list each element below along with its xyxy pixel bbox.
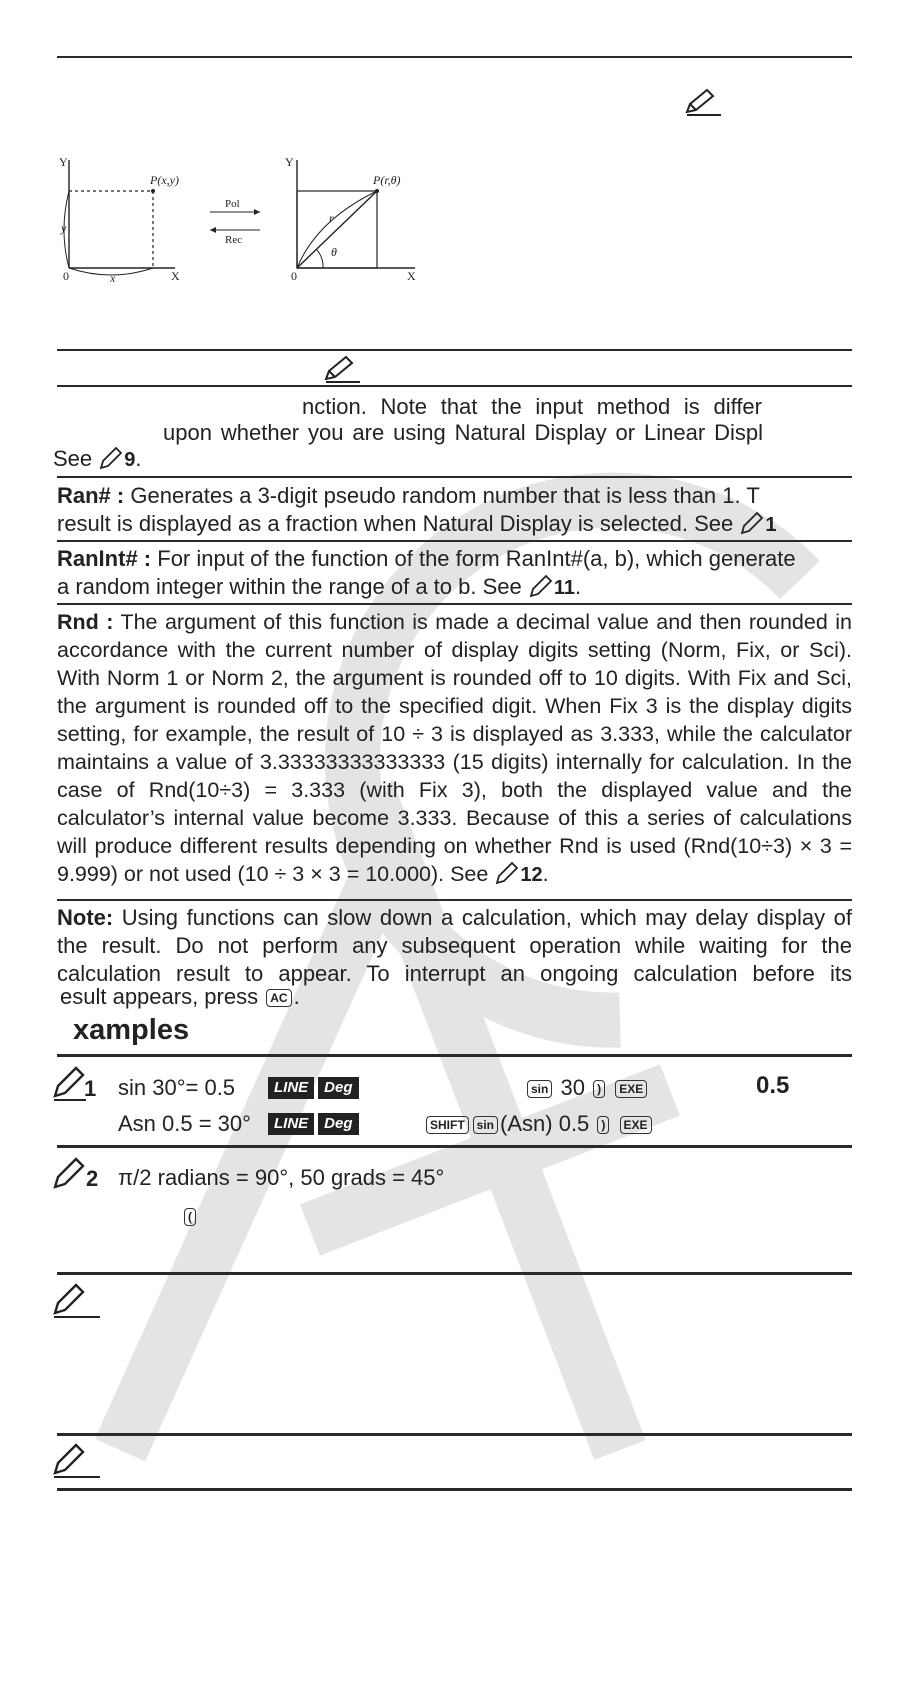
right-r-label: r: [329, 211, 334, 225]
example-2-number: 2: [86, 1166, 99, 1191]
pencil-icon: [52, 1066, 86, 1102]
partial-line-3: See 9.: [53, 446, 142, 471]
pencil-icon: [98, 446, 124, 472]
pencil-icon: [494, 861, 520, 887]
pencil-icon: [683, 88, 723, 118]
left-x-axis-label: X: [171, 269, 180, 283]
right-origin-label: 0: [291, 269, 297, 283]
section-rule: [57, 476, 852, 478]
rec-arrow-label: Rec: [225, 234, 243, 246]
left-point-label: P(x,y): [150, 173, 179, 187]
shift-key-icon: SHIFT: [426, 1116, 469, 1134]
ranint-paragraph: RanInt# : For input of the function of the form RanInt#(a, b), which generate a random integer within the range of a to b. See 11.: [57, 546, 796, 599]
right-point-label: P(r,θ): [373, 173, 401, 187]
section-rule: [57, 540, 852, 542]
right-x-axis-label: X: [407, 269, 416, 283]
ran-paragraph: Ran# : Generates a 3-digit pseudo random number that is less than 1. T result is displayed as a fraction when Natural Display is selected. See 1: [57, 483, 777, 536]
example-1-row-1-modes: [268, 1077, 363, 1099]
ac-key-icon: AC: [266, 989, 291, 1007]
rnd-paragraph: Rnd : The argument of this function is made a decimal value and then rounded in accordance with the current number of display digits setting (Norm, Fix, or Sci). With Norm 1 or Norm 2, the argument is rounded off to 10 digits. With Fix and Sci, the argument is rounded off to the specified digit. When Fix 3 is the display digits setting, for example, the result of 10 ÷ 3 is displayed as 3.333, while the calculator maintains a value of 3.33333333333333 (15 digits) internally for calculation. In the case of Rnd(10÷3) = 3.333 (with Fix 3), both the displayed value and the calculator’s internal value become 3.333. Because of this a series of calculations will produce different results depending on whether Rnd is used (Rnd(10÷3) × 3 = 9.999) or not used (10 ÷ 3 × 3 = 10.000). See 12.: [57, 610, 852, 886]
top-rule: [57, 56, 852, 58]
deg-mode-badge: Deg: [318, 1077, 358, 1099]
example-rule: [57, 1272, 852, 1275]
pencil-icon: [739, 511, 765, 537]
example-1-row-2-modes: [268, 1113, 363, 1135]
sin-key-icon: sin: [527, 1080, 552, 1098]
example-rule: [57, 1145, 852, 1148]
pencil-icon: [528, 574, 554, 600]
left-y-axis-label: Y: [59, 155, 68, 169]
open-paren-key-icon: (: [184, 1208, 196, 1226]
line-mode-badge: LINE: [268, 1113, 314, 1135]
example-1-result: 0.5: [756, 1072, 790, 1099]
bottom-rule: [57, 1488, 852, 1491]
close-paren-key-icon: ): [593, 1080, 605, 1098]
coordinate-diagram: [55, 150, 435, 290]
section-rule: [57, 385, 852, 387]
example-1-row-1-keys: sin 30 ) EXE: [525, 1074, 649, 1102]
section-rule: [57, 349, 852, 351]
partial-line-1: nction. Note that the input method is differ: [302, 394, 762, 419]
deg-mode-badge: Deg: [318, 1113, 358, 1135]
note-last-line: esult appears, press AC .: [60, 984, 300, 1009]
examples-rule: [57, 1054, 852, 1057]
pencil-icon: [52, 1157, 86, 1193]
section-rule: [57, 603, 852, 605]
sin-key-icon: sin: [473, 1116, 498, 1134]
pol-arrow-label: Pol: [225, 198, 240, 210]
left-x-label: x: [110, 271, 116, 285]
pencil-icon: [52, 1283, 100, 1319]
example-1-row-1-text: sin 30°= 0.5: [118, 1075, 236, 1100]
pencil-icon: [322, 355, 362, 385]
section-rule: [57, 899, 852, 901]
right-y-axis-label: Y: [285, 155, 294, 169]
examples-heading: xamples: [73, 1014, 190, 1046]
pencil-icon: [52, 1443, 100, 1479]
exe-key-icon: EXE: [620, 1116, 652, 1134]
example-1-row-2-keys: SHIFT sin (Asn) 0.5 ) EXE: [424, 1110, 654, 1138]
note-paragraph: Note: Using functions can slow down a calculation, which may delay display of the result. Do not perform any subsequent operation while waiting for the calculation result to appear. To interrupt an ongoing calculation before its: [57, 905, 852, 986]
example-1-number: 1: [84, 1076, 97, 1101]
left-origin-label: 0: [63, 269, 69, 283]
right-theta-label: θ: [331, 245, 337, 259]
exe-key-icon: EXE: [615, 1080, 647, 1098]
example-rule: [57, 1433, 852, 1436]
example-2-keys: [182, 1208, 198, 1226]
left-y-label: y: [61, 221, 67, 235]
close-paren-key-icon: ): [597, 1116, 609, 1134]
example-1-row-2-text: Asn 0.5 = 30°: [118, 1111, 251, 1136]
partial-line-2: upon whether you are using Natural Display or Linear Displ: [163, 420, 763, 445]
example-2-text: π/2 radians = 90°, 50 grads = 45°: [118, 1165, 445, 1190]
line-mode-badge: LINE: [268, 1077, 314, 1099]
